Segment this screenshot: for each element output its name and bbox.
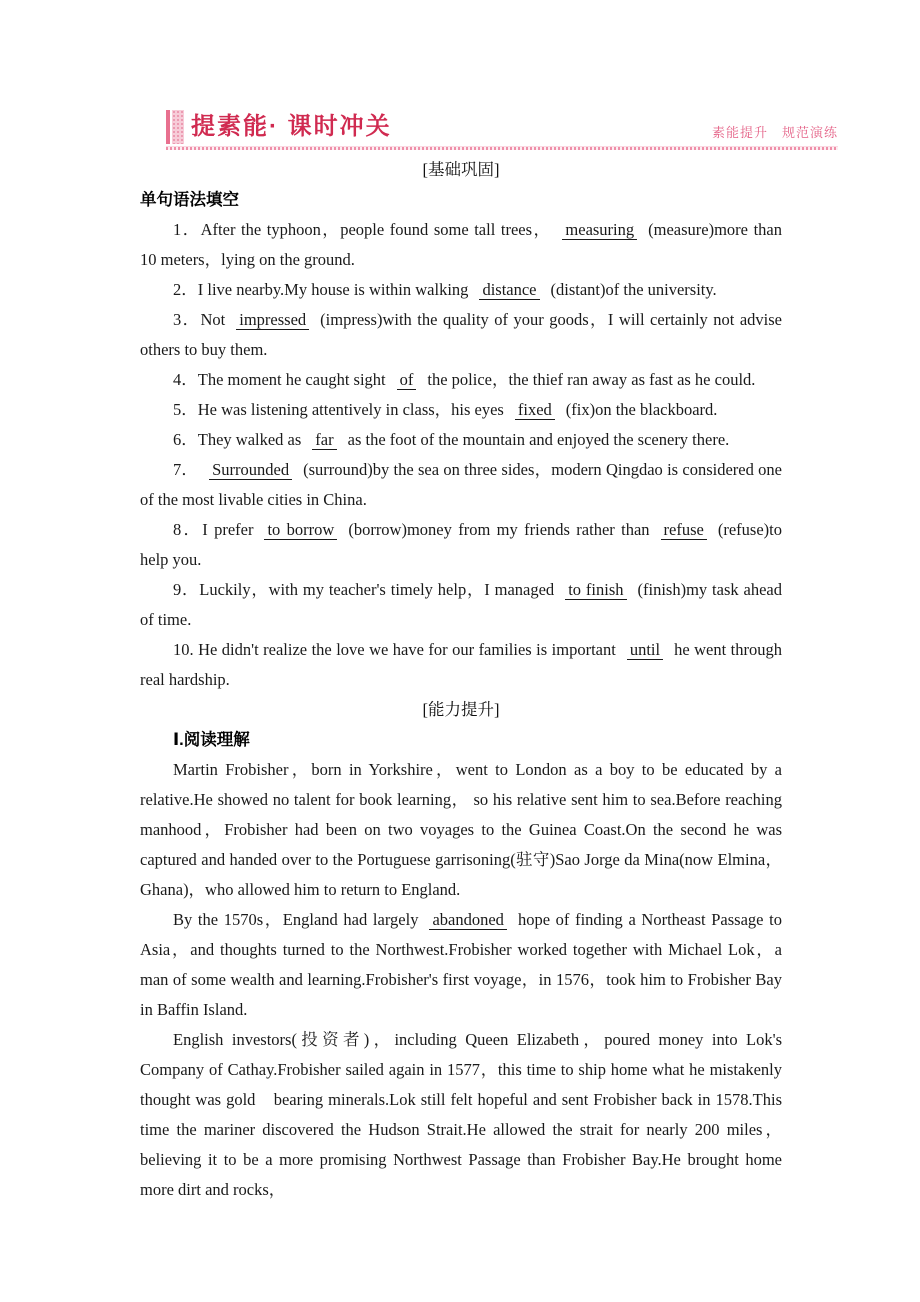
text-run: (borrow)money from my friends rather than [348, 520, 650, 539]
text-run: (finish)my task ahead of time. [140, 580, 782, 629]
header-divider [166, 146, 838, 150]
exercise-item [140, 575, 782, 635]
page-header [166, 110, 838, 150]
exercise-item [140, 365, 782, 395]
answer-blank: refuse [661, 520, 707, 540]
text-run: 5．He was listening attentively in class，his eyes [173, 400, 504, 419]
text-run: (measure)more than 10 meters，lying on the ground. [140, 220, 782, 269]
exercise-item [140, 425, 782, 455]
answer-blank: far [312, 430, 336, 450]
text-run: 8．I prefer [173, 520, 254, 539]
section-label-basic: [基础巩固] [422, 160, 500, 179]
text-run: the police，the thief ran away as fast as he could. [427, 370, 756, 389]
exercise-heading: 单句语法填空 [140, 191, 239, 209]
text-run: 6．They walked as [173, 430, 302, 449]
text-run: 1．After the typhoon，people found some tall trees， [173, 220, 552, 239]
answer-blank: measuring [562, 220, 637, 240]
text-run: 4．The moment he caught sight [173, 370, 386, 389]
section-label-ability: [能力提升] [422, 700, 500, 719]
text-run: English investors(投资者)，including Queen Elizabeth，poured money into Lok's Company of Cathay.Frobisher sailed again in 1577，this time to ship home what he mistakenly thought was gold bearing minerals.Lok still felt hopeful and sent Frobisher back in 1578.This time the mariner discovered the Hudson Strait.He allowed the strait for nearly 200 miles，believing it to be a more promising Northwest Passage than Frobisher Bay.He brought home more dirt and rocks， [140, 1030, 782, 1199]
document-body [140, 155, 782, 1205]
header-row [166, 110, 838, 146]
answer-blank: impressed [236, 310, 309, 330]
passage-paragraph [140, 905, 782, 1025]
header-title: 提素能· 课时冲关 [191, 113, 392, 140]
exercise-item [140, 275, 782, 305]
text-run: (refuse)to help you. [140, 520, 782, 569]
reading-heading: Ⅰ.阅读理解 [173, 731, 250, 749]
text-run: he went through real hardship. [140, 640, 782, 689]
passage-paragraph [140, 1025, 782, 1205]
text-run: (distant)of the university. [550, 280, 717, 299]
exercise-item [140, 305, 782, 365]
exercise-item [140, 215, 782, 275]
text-run: hope of finding a Northeast Passage to Asia，and thoughts turned to the Northwest.Frobisher worked together with Michael Lok，a man of some wealth and learning.Frobisher's first voyage，in 1576，took him to Frobisher Bay in Baffin Island. [140, 910, 783, 1019]
answer-blank: of [397, 370, 417, 390]
text-run: as the foot of the mountain and enjoyed the scenery there. [347, 430, 730, 449]
passage-paragraph [140, 755, 782, 905]
answer-blank: fixed [515, 400, 555, 420]
answer-blank: Surrounded [209, 460, 292, 480]
text-run: 3．Not [173, 310, 226, 329]
answer-blank: until [627, 640, 663, 660]
header-title-wrap [166, 110, 392, 144]
text-run: 9．Luckily，with my teacher's timely help，I managed [173, 580, 555, 599]
answer-blank: distance [479, 280, 539, 300]
text-run: 7． [173, 460, 199, 479]
exercise-item [140, 635, 782, 695]
exercise-item [140, 515, 782, 575]
header-slogan: 素能提升 规范演练 [711, 125, 838, 140]
reading-passage [140, 755, 782, 1205]
text-run: 2．I live nearby.My house is within walking [173, 280, 469, 299]
accent-bar-icon [166, 110, 184, 144]
text-run: By the 1570s，England had largely [173, 910, 419, 929]
exercise-item [140, 455, 782, 515]
answer-blank: to borrow [264, 520, 337, 540]
answer-blank: abandoned [429, 910, 506, 930]
text-run: (fix)on the blackboard. [565, 400, 718, 419]
exercise-list [140, 215, 782, 695]
text-run: Martin Frobisher，born in Yorkshire，went to London as a boy to be educated by a relative.He showed no talent for book learning， so his relative sent him to sea.Before reaching manhood，Frobisher had been on two voyages to the Guinea Coast.On the second he was captured and handed over to the Portuguese garrisoning(驻守)Sao Jorge da Mina(now Elmina，Ghana)，who allowed him to return to England. [140, 760, 782, 899]
answer-blank: to finish [565, 580, 626, 600]
text-run: (impress)with the quality of your goods，I will certainly not advise others to buy them. [140, 310, 783, 359]
text-run: 10. He didn't realize the love we have for our families is important [173, 640, 616, 659]
text-run: (surround)by the sea on three sides，modern Qingdao is considered one of the most livable cities in China. [140, 460, 782, 509]
exercise-item [140, 395, 782, 425]
